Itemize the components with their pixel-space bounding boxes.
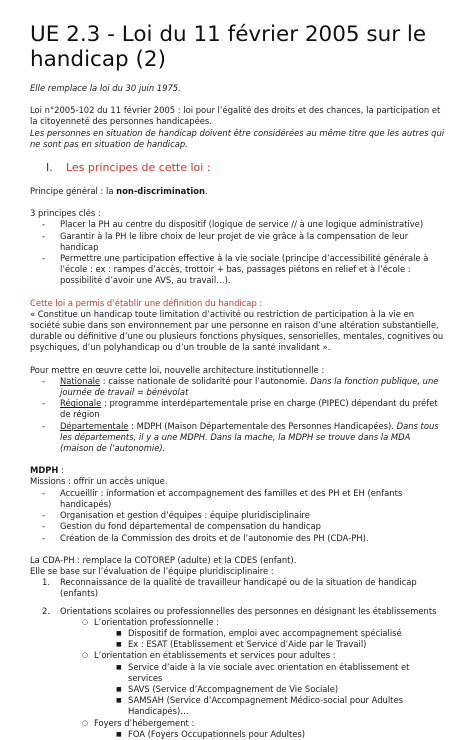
list-item xyxy=(82,718,446,740)
intro-replace: Elle remplace la loi du 30 juin 1975. xyxy=(30,83,181,93)
list-item: ■ Ex : ESAT (Etablissement et Service d’Aide par le Travail) xyxy=(116,639,446,650)
list-item xyxy=(82,617,446,651)
principe-general xyxy=(30,186,446,197)
orientation-adultes: L’orientation en établissements et services pour adultes : xyxy=(94,650,336,661)
cdaph-line-2: Elle se base sur l’évaluation de l’équipe pluridisciplinaire : xyxy=(30,565,274,576)
level-text: : MDPH (Maison Départementale des Personnes Handicapées). xyxy=(128,420,397,431)
section-number: I. xyxy=(46,161,53,175)
principe-bold: non-discrimination xyxy=(116,186,205,197)
list-item: ■ SAMSAH (Service d’Accompagnement Médico-social pour Adultes Handicapés)… xyxy=(116,695,446,717)
list-item: - Placer la PH au centre du dispositif (logique de service // à une logique administrative) xyxy=(42,219,446,230)
list-item: ■ Service d’aide à la vie sociale avec orientation en établissement et services xyxy=(116,662,446,684)
list-item: - Création de la Commission des droits et de l’autonomie des PH (CDA-PH). xyxy=(42,533,446,544)
section-title: Les principes de cette loi : xyxy=(66,161,211,175)
list-item xyxy=(82,650,446,717)
list-item: ■ FOA (Foyers Occupationnels pour Adultes) xyxy=(116,729,446,740)
level-text: : programme interdépartementale prise en charge (PIPEC) dépendant du préfet de région xyxy=(60,398,438,420)
list-item xyxy=(42,376,446,398)
loi-line: Loi n°2005-102 du 11 février 2005 : loi pour l’égalité des droits et des chances, la participation et la citoyenneté des personnes handicapées. xyxy=(30,105,441,127)
orientation-pro: L’orientation professionnelle : xyxy=(94,616,219,627)
mdph-heading xyxy=(30,465,446,476)
page-title: UE 2.3 - Loi du 11 février 2005 sur le handicap (2) xyxy=(30,22,427,72)
sublist xyxy=(94,729,446,740)
architecture-list xyxy=(30,376,446,454)
mdph-label: MDPH xyxy=(30,465,59,476)
orientation-list xyxy=(60,617,446,740)
list-item xyxy=(42,398,446,420)
cdaph-line-1: La CDA-PH : remplace la COTOREP (adulte) et la CDES (enfant). xyxy=(30,554,297,565)
foyers: Foyers d’hébergement : xyxy=(94,717,195,728)
list-item: - Permettre une participation effective à la vie sociale (principe d’accessibilité générale à l’école : ex : rampes d’accès, trottoir + bas, passages piétons en relief et à l’école : possibilité d’avoir une AVS, au travail…). xyxy=(42,253,446,287)
list-item: ■ Dispositif de formation, emploi avec accompagnement spécialisé xyxy=(116,628,446,639)
list-item: - Organisation et gestion d’équipes : équipe pluridisciplinaire xyxy=(42,510,446,521)
mdph-colon: : xyxy=(58,465,64,476)
list-item: - Garantir à la PH le libre choix de leur projet de vie grâce à la compensation de leur handicap xyxy=(42,231,446,253)
level-note: Dans la fonction publique, une journée de travail = bénévolat xyxy=(60,375,439,398)
list-item: - Accueillir : information et accompagnement des familles et des PH et EH (enfants handicapés) xyxy=(42,488,446,510)
principe-prefix: Principe général : la xyxy=(30,186,117,197)
item-text: Orientations scolaires ou professionnelles des personnes en désignant les établissements xyxy=(60,605,437,616)
list-item: - Gestion du fond départemental de compensation du handicap xyxy=(42,521,446,532)
section-heading xyxy=(30,161,446,175)
level-label: Régionale xyxy=(60,398,102,409)
loi-italic: Les personnes en situation de handicap doivent être considérées au même titre que les autres qui ne sont pas en situation de handicap. xyxy=(30,127,445,149)
sublist xyxy=(94,628,446,650)
item-number: 2. xyxy=(42,605,50,616)
definition-heading: Cette loi a permis d’établir une définition du handicap : xyxy=(30,297,263,308)
architecture-intro: Pour mettre en œuvre cette loi, nouvelle architecture institutionnelle : xyxy=(30,364,325,375)
level-label: Nationale xyxy=(60,375,101,386)
numbered-list xyxy=(30,577,446,599)
principes-list xyxy=(30,219,446,286)
definition-text: « Constitue un handicap toute limitation d’activité ou restriction de participation à la vie en société subie dans son environnement par une personne en raison d’une altération substantielle, durable ou définitive d’une ou plusieurs fonctions physiques, sensorielles, mentales, cognitives ou psychiques, d’un polyhandicap ou d’un trouble de la santé invalidant ». xyxy=(30,308,444,353)
list-item xyxy=(42,577,446,599)
trois-principes: 3 principes clés : xyxy=(30,208,101,219)
missions-list xyxy=(30,488,446,544)
item-number: 1. xyxy=(42,577,50,588)
list-item: ■ SAVS (Service d’Accompagnement de Vie Sociale) xyxy=(116,684,446,695)
list-item xyxy=(42,606,446,740)
level-label: Départementale xyxy=(60,420,129,431)
principe-suffix: . xyxy=(204,186,208,197)
numbered-list-2 xyxy=(30,606,446,740)
level-note: Dans tous les départements, il y a une MDPH. Dans la mache, la MDPH se trouve dans la MDA (maison de l’autonomie). xyxy=(60,420,439,454)
level-text: : caisse nationale de solidarité pour l’autonomie. xyxy=(100,375,311,386)
missions-intro: Missions : offrir un accès unique. xyxy=(30,476,168,487)
item-text: Reconnaissance de la qualité de travailleur handicapé ou de la situation de handicap (enfants) xyxy=(60,577,417,599)
list-item xyxy=(42,421,446,455)
